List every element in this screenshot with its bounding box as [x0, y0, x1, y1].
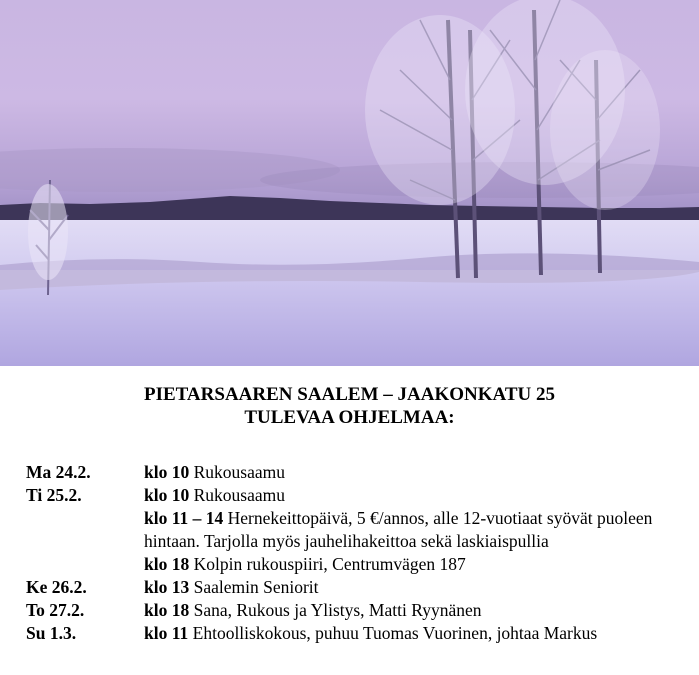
schedule-text: Hernekeittopäivä, 5 €/annos, alle 12-vuotiaat syövät puoleen hintaan. Tarjolla myös jauhelihakeittoa sekä laskiaispullia — [144, 508, 653, 551]
schedule-text: Sana, Rukous ja Ylistys, Matti Ryynänen — [193, 600, 482, 620]
schedule-row — [0, 507, 699, 553]
schedule-time: klo 11 — [144, 623, 189, 643]
schedule-text: Rukousaamu — [193, 462, 285, 482]
schedule-row — [0, 553, 699, 576]
schedule-day: Ti 25.2. — [26, 485, 82, 505]
schedule-day: Su 1.3. — [26, 623, 77, 643]
schedule-list — [0, 461, 699, 645]
schedule-day: Ke 26.2. — [26, 577, 87, 597]
schedule-day: To 27.2. — [26, 600, 85, 620]
schedule-row — [0, 599, 699, 622]
schedule-time: klo 10 — [144, 485, 190, 505]
schedule-row — [0, 461, 699, 484]
schedule-time: klo 18 — [144, 600, 190, 620]
schedule-text: Saalemin Seniorit — [193, 577, 319, 597]
schedule-time: klo 10 — [144, 462, 190, 482]
schedule-text: Ehtoolliskokous, puhuu Tuomas Vuorinen, johtaa Markus — [192, 623, 598, 643]
schedule-time: klo 18 — [144, 554, 190, 574]
schedule-row — [0, 622, 699, 645]
schedule-row — [0, 484, 699, 507]
page-subtitle: TULEVAA OHJELMAA: — [244, 407, 455, 428]
schedule-text: Kolpin rukouspiiri, Centrumvägen 187 — [193, 554, 466, 574]
schedule-text: Rukousaamu — [193, 485, 285, 505]
page-title: PIETARSAAREN SAALEM – JAAKONKATU 25 — [144, 384, 555, 405]
schedule-time: klo 11 – 14 — [144, 508, 224, 528]
schedule-row — [0, 576, 699, 599]
schedule-day: Ma 24.2. — [26, 462, 91, 482]
schedule-time: klo 13 — [144, 577, 190, 597]
